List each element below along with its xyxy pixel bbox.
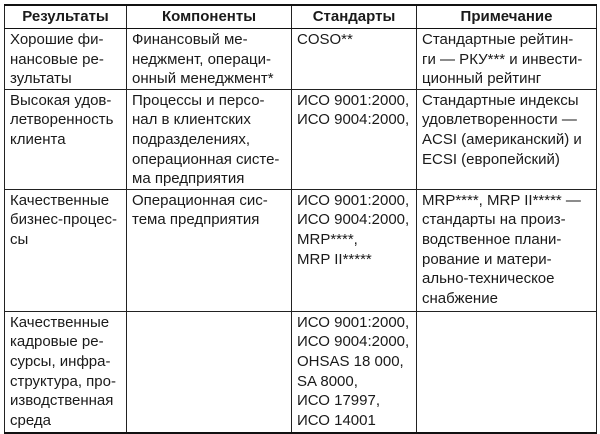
header-results: Результаты	[5, 5, 127, 29]
cell-line: водственное плани-	[422, 230, 562, 248]
table-row	[5, 89, 597, 189]
cell-line: сурсы, инфра-	[10, 352, 111, 370]
cell-standards	[292, 29, 417, 90]
cell-standards	[292, 189, 417, 311]
cell-line: ИСО 9001:2000,	[297, 91, 410, 109]
cell-line: ИСО 9001:2000,	[297, 313, 410, 331]
cell-results	[5, 311, 127, 433]
cell-line: Стандартные рейтин-	[422, 31, 574, 48]
cell-line: зультаты	[10, 70, 72, 88]
cell-line: снабжение	[422, 289, 498, 307]
cell-line: SA 8000,	[297, 372, 358, 390]
cell-line: изводственная	[10, 392, 114, 410]
header-notes: Примечание	[417, 5, 597, 29]
table-row	[5, 29, 597, 90]
cell-line: MRP II*****	[297, 250, 372, 268]
cell-line: неджмент, операци-	[132, 50, 272, 68]
cell-line: ально-техническое	[422, 270, 555, 288]
cell-line: ИСО 9004:2000,	[297, 211, 410, 229]
cell-line: бизнес-процес-	[10, 211, 118, 229]
cell-line: онный менеджмент*	[132, 70, 274, 88]
cell-line: сы	[10, 230, 29, 248]
cell-line: Качественные	[10, 313, 110, 331]
cell-line: кадровые ре-	[10, 333, 104, 351]
cell-line: нал в клиентских	[132, 111, 251, 129]
cell-components	[127, 189, 292, 311]
cell-line: структура, про-	[10, 372, 116, 390]
cell-line: ИСО 9004:2000,	[297, 111, 410, 129]
cell-line: ECSI (европейский)	[422, 150, 560, 168]
cell-line: MRP****,	[297, 230, 358, 248]
table-row	[5, 311, 597, 433]
cell-line: операционная систе-	[132, 150, 280, 168]
cell-components	[127, 29, 292, 90]
cell-line: Качественные	[10, 191, 110, 209]
cell-results	[5, 29, 127, 90]
table-row	[5, 189, 597, 311]
cell-line: ИСО 17997,	[297, 392, 380, 410]
cell-line: нансовые ре-	[10, 50, 104, 68]
cell-standards	[292, 311, 417, 433]
cell-line: Высокая удов-	[10, 91, 112, 109]
cell-line: подразделениях,	[132, 130, 251, 148]
header-standards: Стандарты	[292, 5, 417, 29]
cell-line: ИСО 9001:2000,	[297, 191, 410, 209]
cell-components	[127, 89, 292, 189]
cell-line: ИСО 9004:2000,	[297, 333, 410, 351]
cell-line: летворенность	[10, 111, 114, 129]
cell-line: COSO**	[297, 31, 353, 48]
cell-line: ИСО 14001	[297, 411, 376, 429]
cell-standards	[292, 89, 417, 189]
header-components: Компоненты	[127, 5, 292, 29]
cell-notes	[417, 189, 597, 311]
cell-line: Процессы и персо-	[132, 91, 265, 109]
cell-line: ACSI (американский) и	[422, 130, 582, 148]
cell-line: тема предприятия	[132, 211, 260, 229]
cell-line: клиента	[10, 130, 66, 148]
cell-results	[5, 189, 127, 311]
standards-table	[4, 4, 597, 434]
cell-line: рование и матери-	[422, 250, 552, 268]
cell-notes	[417, 311, 597, 433]
cell-notes	[417, 29, 597, 90]
cell-line: среда	[10, 411, 51, 429]
cell-results	[5, 89, 127, 189]
cell-notes	[417, 89, 597, 189]
cell-line: ма предприятия	[132, 170, 245, 188]
cell-line: MRP****, MRP II***** —	[422, 191, 581, 209]
cell-line: Операционная сис-	[132, 191, 268, 209]
cell-line: Хорошие фи-	[10, 31, 104, 48]
cell-line: удовлетворенности —	[422, 111, 577, 129]
cell-line: Финансовый ме-	[132, 31, 248, 48]
cell-line: ги — РКУ*** и инвести-	[422, 50, 583, 68]
cell-line: ционный рейтинг	[422, 70, 542, 88]
cell-components	[127, 311, 292, 433]
cell-line: стандарты на произ-	[422, 211, 566, 229]
header-row	[5, 5, 597, 29]
cell-line: Стандартные индексы	[422, 91, 579, 109]
cell-line: OHSAS 18 000,	[297, 352, 404, 370]
